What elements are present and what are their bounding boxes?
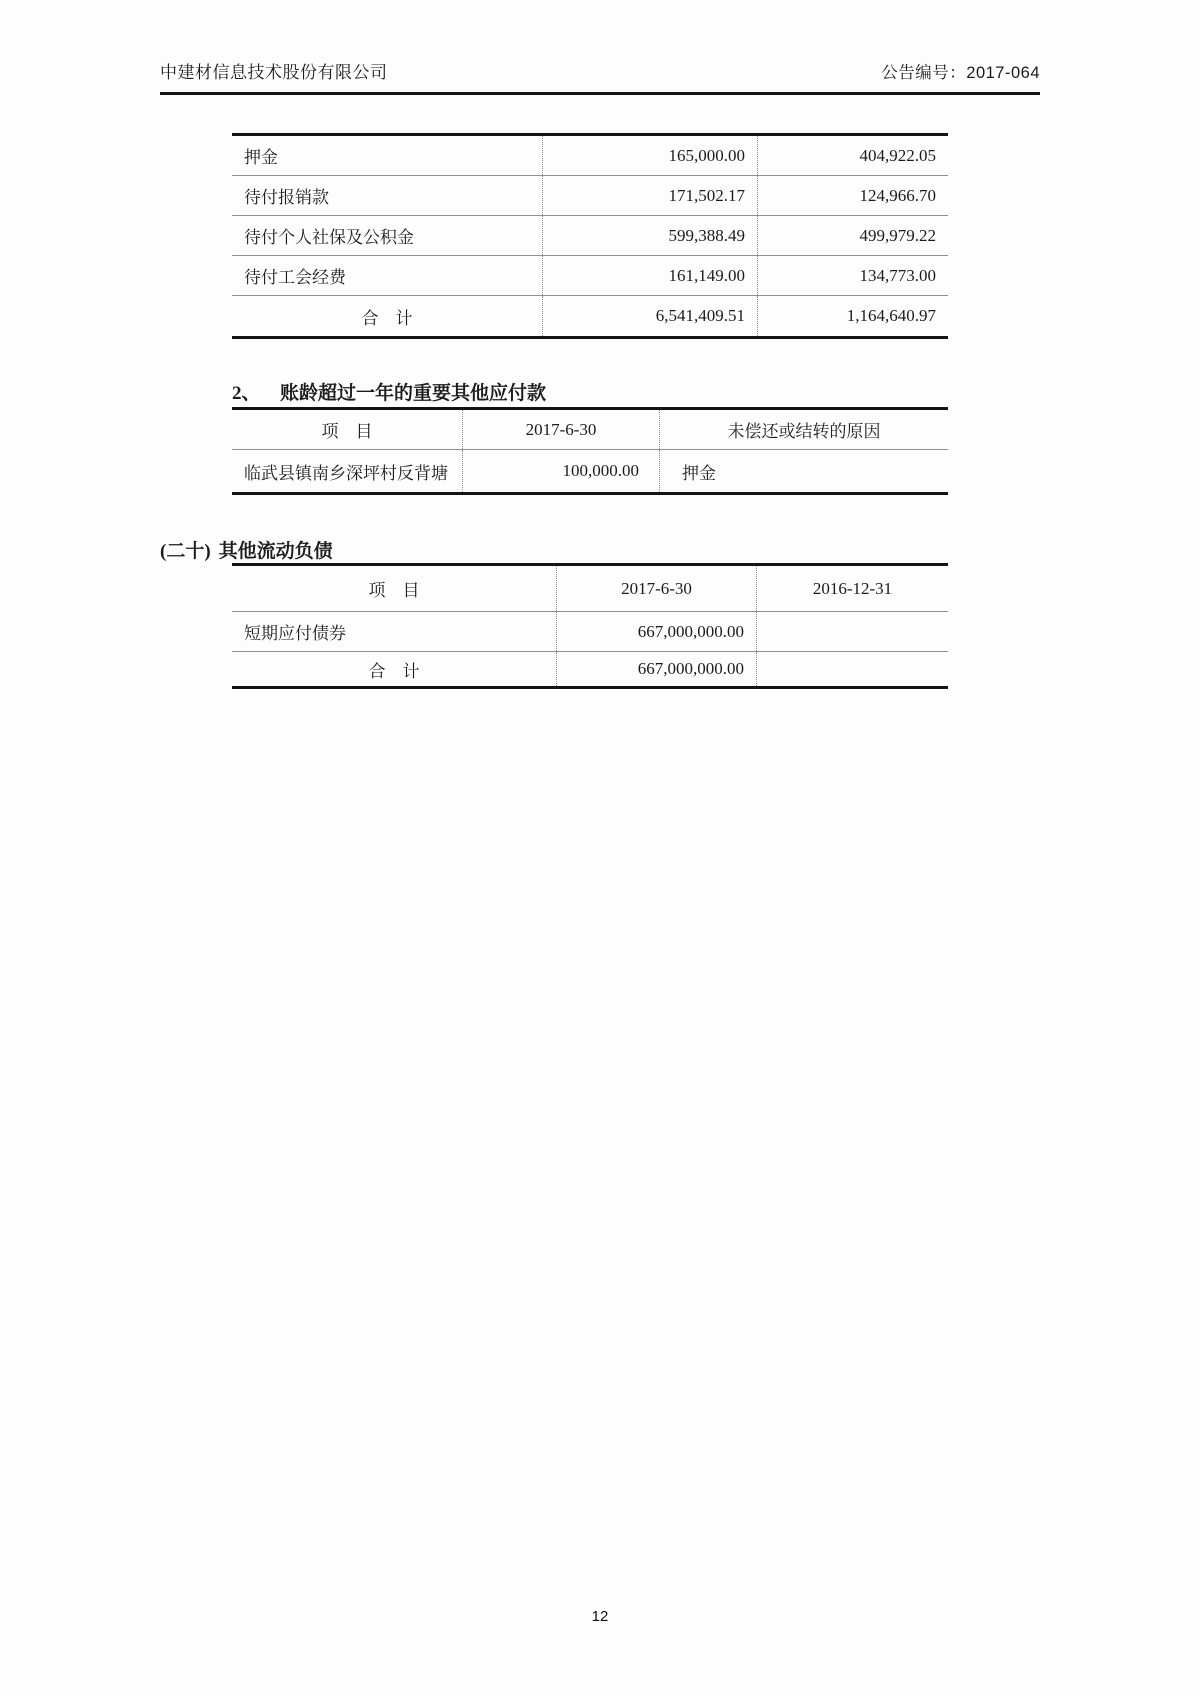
table-row — [232, 612, 948, 652]
section-2-heading — [232, 378, 948, 405]
value-2017-cell: 667,000,000.00 — [557, 612, 757, 651]
value-2017-cell: 599,388.49 — [543, 216, 758, 255]
total-row — [232, 652, 948, 686]
other-payables-table — [232, 133, 948, 339]
item-cell: 短期应付债券 — [232, 612, 557, 651]
page-number: 12 — [591, 1608, 609, 1625]
value-2016-cell: 499,979.22 — [859, 225, 936, 245]
aged-payables-table — [232, 407, 948, 495]
value-2017-cell: 171,502.17 — [543, 176, 758, 215]
header-2017-cell: 2017-6-30 — [557, 566, 757, 611]
table-row — [232, 450, 948, 492]
total-2017-cell: 667,000,000.00 — [557, 652, 757, 686]
header-item-cell: 项 目 — [232, 410, 463, 449]
table-row — [232, 256, 948, 296]
item-cell: 待付工会经费 — [232, 256, 543, 295]
item-cell: 押金 — [232, 136, 543, 175]
table-row — [232, 136, 948, 176]
notice-value: 2017-064 — [966, 64, 1040, 82]
total-2017-cell: 6,541,409.51 — [543, 296, 758, 336]
item-cell: 待付个人社保及公积金 — [232, 216, 543, 255]
item-cell: 待付报销款 — [232, 176, 543, 215]
page-header — [160, 58, 1040, 95]
table-row — [232, 176, 948, 216]
notice-number — [881, 59, 1040, 83]
total-label-cell: 合 计 — [232, 652, 557, 686]
header-row — [232, 566, 948, 612]
value-2016-cell — [757, 612, 948, 651]
value-2017-cell: 161,149.00 — [543, 256, 758, 295]
header-row — [232, 410, 948, 450]
company-name: 中建材信息技术股份有限公司 — [160, 63, 388, 82]
value-2017-cell: 165,000.00 — [543, 136, 758, 175]
section-20-number: (二十) — [160, 541, 211, 562]
section-20-title: 其他流动负债 — [218, 541, 333, 562]
total-row — [232, 296, 948, 336]
header-2016-cell: 2016-12-31 — [812, 578, 893, 598]
header-reason-cell: 未偿还或结转的原因 — [727, 422, 881, 441]
section-20-heading — [160, 536, 333, 563]
notice-label: 公告编号： — [881, 64, 967, 82]
value-2016-cell: 404,922.05 — [859, 145, 936, 165]
table-row — [232, 216, 948, 256]
value-2016-cell: 134,773.00 — [859, 265, 936, 285]
amount-cell: 100,000.00 — [463, 450, 660, 492]
reason-cell: 押金 — [682, 463, 716, 483]
item-cell: 临武县镇南乡深坪村反背塘 — [232, 450, 463, 492]
total-2016-cell — [757, 652, 948, 686]
value-2016-cell: 124,966.70 — [859, 185, 936, 205]
header-item-cell: 项 目 — [232, 566, 557, 611]
section-2-number: 2、 — [232, 383, 261, 404]
total-label-cell: 合 计 — [232, 296, 543, 336]
total-2016-cell: 1,164,640.97 — [846, 306, 936, 325]
other-current-liabilities-table — [232, 563, 948, 689]
section-2-title: 账龄超过一年的重要其他应付款 — [280, 383, 547, 404]
header-date-cell: 2017-6-30 — [463, 410, 660, 449]
